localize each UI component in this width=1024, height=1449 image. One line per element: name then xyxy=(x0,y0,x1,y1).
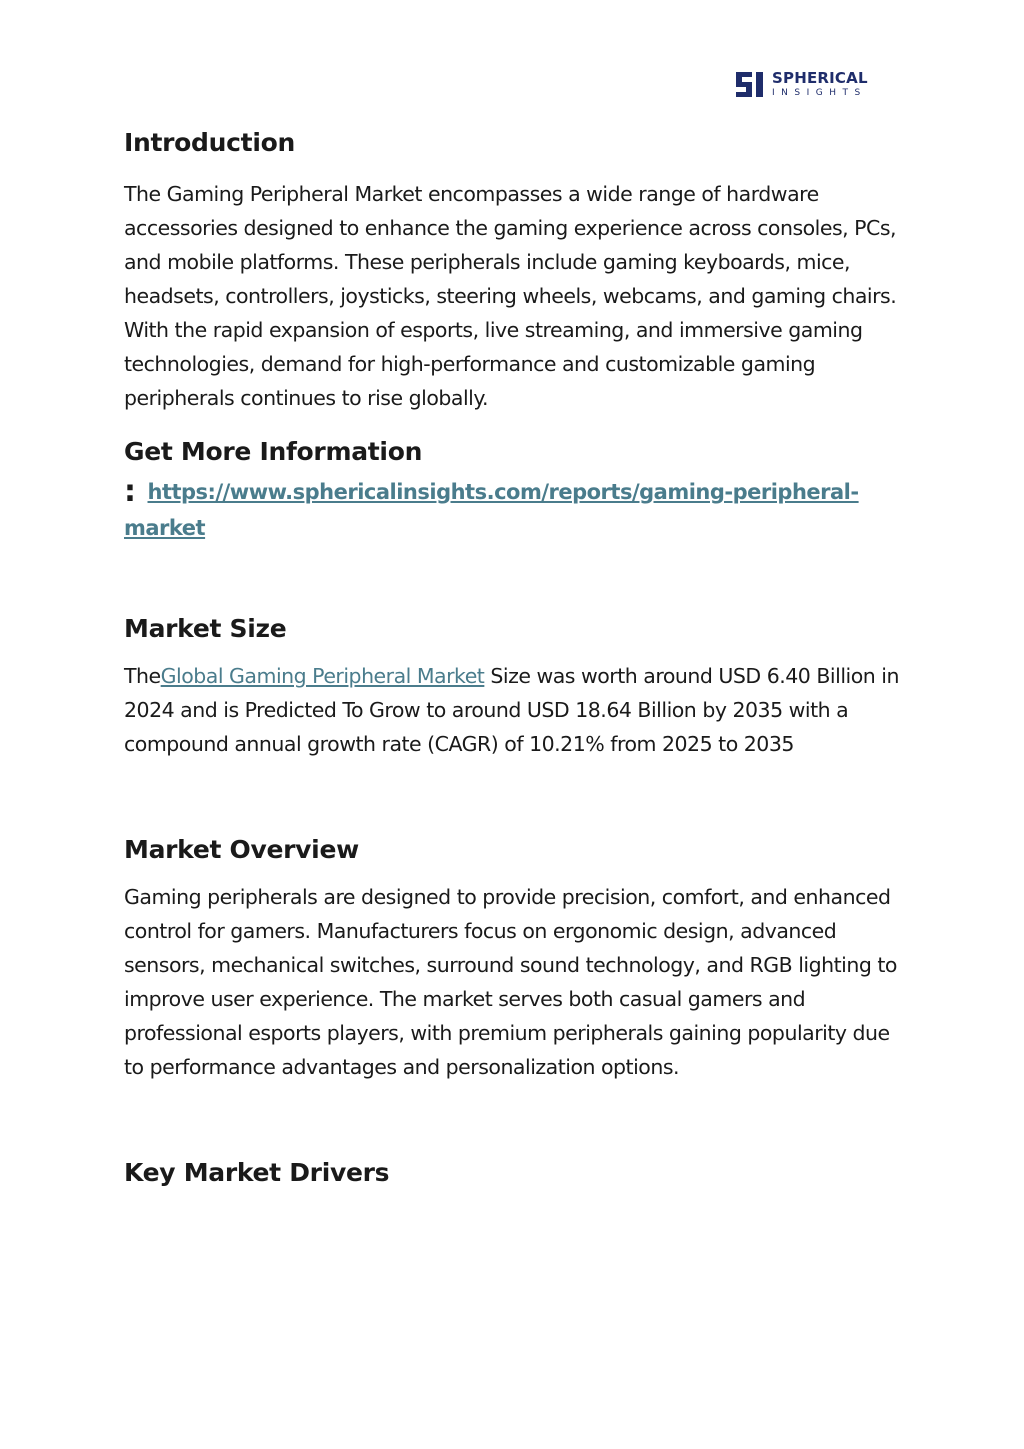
market-size-prefix: The xyxy=(124,664,161,688)
market-overview-heading: Market Overview xyxy=(124,835,359,864)
more-info-heading: Get More Information xyxy=(124,437,423,466)
market-size-suffix: Size was worth around USD 6.40 Billion in 2024 and is Predicted To Grow to around USD 18.64 Billion by 2035 with a compound annual growth rate (CAGR) of 10.21% from 2025 to 2035 xyxy=(124,664,899,756)
brand-subtitle: INSIGHTS xyxy=(772,87,867,98)
market-size-heading: Market Size xyxy=(124,614,287,643)
brand-text xyxy=(772,68,868,98)
market-overview-paragraph: Gaming peripherals are designed to provide precision, comfort, and enhanced control for gamers. Manufacturers focus on ergonomic design, advanced sensors, mechanical switches, surround sound technology, and RGB lighting to improve user experience. The market serves both casual gamers and professional esports players, with premium peripherals gaining popularity due to performance advantages and personalization options. xyxy=(124,885,897,1079)
document-body xyxy=(124,128,914,1187)
brand-logo xyxy=(736,70,868,98)
introduction-heading: Introduction xyxy=(124,128,295,157)
more-info-colon: : xyxy=(124,474,136,509)
market-size-paragraph xyxy=(124,659,914,761)
more-info-link-line xyxy=(124,474,914,546)
report-url-link[interactable]: https://www.sphericalinsights.com/reports/gaming-peripheral-market xyxy=(124,480,859,540)
spherical-insights-logo-icon xyxy=(736,70,764,98)
brand-name: SPHERICAL xyxy=(772,68,868,87)
introduction-paragraph: The Gaming Peripheral Market encompasses a wide range of hardware accessories designed to enhance the gaming experience across consoles, PCs, and mobile platforms. These peripherals include gaming keyboards, mice, headsets, controllers, joysticks, steering wheels, webcams, and gaming chairs. With the rapid expansion of esports, live streaming, and immersive gaming technologies, demand for high-performance and customizable gaming peripherals continues to rise globally. xyxy=(124,182,897,410)
global-market-link[interactable]: Global Gaming Peripheral Market xyxy=(160,664,485,688)
key-drivers-heading: Key Market Drivers xyxy=(124,1158,390,1187)
